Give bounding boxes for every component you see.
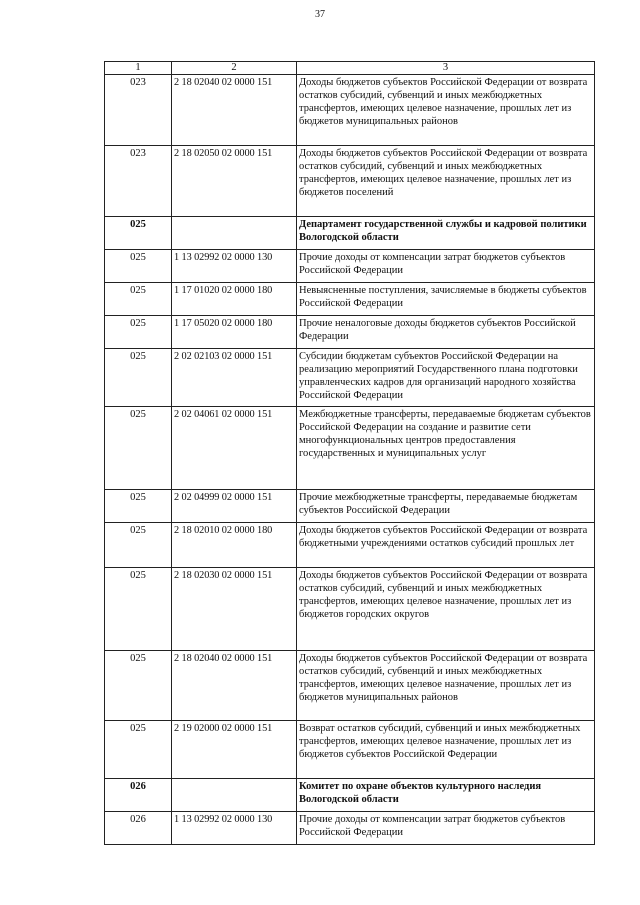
admin-code-cell: 025: [105, 523, 172, 568]
income-code-cell: 1 13 02992 02 0000 130: [172, 250, 297, 283]
income-name-cell: Прочие доходы от компенсации затрат бюджетов субъектов Российской Федерации: [297, 812, 595, 845]
budget-classification-table: [104, 61, 595, 845]
admin-code-cell: 025: [105, 407, 172, 490]
table-row: [105, 283, 595, 316]
income-name-cell: Межбюджетные трансферты, передаваемые бюджетам субъектов Российской Федерации на создание и развитие сети многофункциональных центров предоставления государственных и муниципальных услуг: [297, 407, 595, 490]
income-name-cell: Доходы бюджетов субъектов Российской Федерации от возврата бюджетными учреждениями остатков субсидий прошлых лет: [297, 523, 595, 568]
admin-code-cell: 026: [105, 779, 172, 812]
admin-code-cell: 025: [105, 283, 172, 316]
income-name-cell: Комитет по охране объектов культурного наследия Вологодской области: [297, 779, 595, 812]
admin-code-cell: 025: [105, 349, 172, 407]
page-number: 37: [315, 9, 325, 20]
income-code-cell: 1 17 01020 02 0000 180: [172, 283, 297, 316]
table-row: [105, 568, 595, 651]
income-name-cell: Доходы бюджетов субъектов Российской Федерации от возврата остатков субсидий, субвенций и иных межбюджетных трансфертов, имеющих целевое назначение, прошлых лет из бюджетов городских округов: [297, 568, 595, 651]
income-name-cell: Департамент государственной службы и кадровой политики Вологодской области: [297, 217, 595, 250]
admin-code-cell: 025: [105, 217, 172, 250]
admin-code-cell: 023: [105, 75, 172, 146]
table-row: [105, 523, 595, 568]
income-code-cell: 2 02 02103 02 0000 151: [172, 349, 297, 407]
table-row: [105, 250, 595, 283]
admin-code-cell: 025: [105, 651, 172, 721]
income-code-cell: 1 17 05020 02 0000 180: [172, 316, 297, 349]
income-name-cell: Доходы бюджетов субъектов Российской Федерации от возврата остатков субсидий, субвенций и иных межбюджетных трансфертов, имеющих целевое назначение, прошлых лет из бюджетов поселений: [297, 146, 595, 217]
income-name-cell: Доходы бюджетов субъектов Российской Федерации от возврата остатков субсидий, субвенций и иных межбюджетных трансфертов, имеющих целевое назначение, прошлых лет из бюджетов муниципальных районов: [297, 75, 595, 146]
income-code-cell: 2 02 04061 02 0000 151: [172, 407, 297, 490]
admin-code-cell: 025: [105, 250, 172, 283]
column-number-1: 1: [105, 62, 172, 75]
income-code-cell: 2 18 02040 02 0000 151: [172, 75, 297, 146]
income-name-cell: Прочие межбюджетные трансферты, передаваемые бюджетам субъектов Российской Федерации: [297, 490, 595, 523]
table-row: [105, 146, 595, 217]
income-code-cell: 2 18 02010 02 0000 180: [172, 523, 297, 568]
table-row: [105, 651, 595, 721]
admin-code-cell: 025: [105, 490, 172, 523]
table-row: [105, 721, 595, 779]
income-name-cell: Прочие неналоговые доходы бюджетов субъектов Российской Федерации: [297, 316, 595, 349]
income-code-cell: [172, 779, 297, 812]
column-number-3: 3: [297, 62, 595, 75]
admin-code-cell: 023: [105, 146, 172, 217]
income-code-cell: 2 18 02040 02 0000 151: [172, 651, 297, 721]
income-name-cell: Субсидии бюджетам субъектов Российской Федерации на реализацию мероприятий Государственного плана подготовки управленческих кадров для организаций народного хозяйства Российской Федерации: [297, 349, 595, 407]
column-number-row: [105, 62, 595, 75]
admin-code-cell: 026: [105, 812, 172, 845]
table-row: [105, 349, 595, 407]
income-code-cell: 2 02 04999 02 0000 151: [172, 490, 297, 523]
department-row: [105, 217, 595, 250]
income-name-cell: Прочие доходы от компенсации затрат бюджетов субъектов Российской Федерации: [297, 250, 595, 283]
table-row: [105, 407, 595, 490]
income-name-cell: Невыясненные поступления, зачисляемые в бюджеты субъектов Российской Федерации: [297, 283, 595, 316]
income-code-cell: [172, 217, 297, 250]
table-row: [105, 490, 595, 523]
admin-code-cell: 025: [105, 568, 172, 651]
income-code-cell: 1 13 02992 02 0000 130: [172, 812, 297, 845]
column-number-2: 2: [172, 62, 297, 75]
department-row: [105, 779, 595, 812]
table-row: [105, 316, 595, 349]
admin-code-cell: 025: [105, 316, 172, 349]
admin-code-cell: 025: [105, 721, 172, 779]
table-row: [105, 75, 595, 146]
income-name-cell: Доходы бюджетов субъектов Российской Федерации от возврата остатков субсидий, субвенций и иных межбюджетных трансфертов, имеющих целевое назначение, прошлых лет из бюджетов муниципальных районов: [297, 651, 595, 721]
income-name-cell: Возврат остатков субсидий, субвенций и иных межбюджетных трансфертов, имеющих целевое назначение, прошлых лет из бюджетов субъектов Российской Федерации: [297, 721, 595, 779]
income-code-cell: 2 18 02030 02 0000 151: [172, 568, 297, 651]
table-row: [105, 812, 595, 845]
income-code-cell: 2 18 02050 02 0000 151: [172, 146, 297, 217]
income-code-cell: 2 19 02000 02 0000 151: [172, 721, 297, 779]
